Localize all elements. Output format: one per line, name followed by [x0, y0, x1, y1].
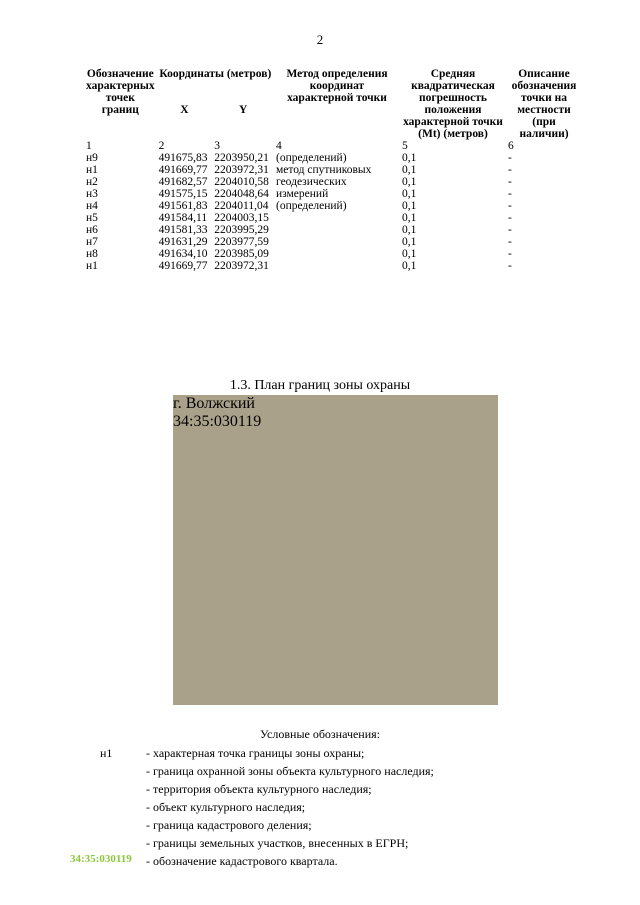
coord-x: 491675,83: [158, 152, 208, 164]
error: 0,1: [402, 224, 417, 236]
point-name: н1: [86, 164, 98, 176]
colnum-6: 6: [508, 140, 514, 152]
point-name: н1: [86, 260, 98, 272]
colnum-1: 1: [86, 140, 92, 152]
description: -: [508, 236, 512, 248]
coord-y: 2204048,64: [214, 188, 269, 200]
coord-x: 491581,33: [158, 224, 208, 236]
colnum-4: 4: [276, 140, 282, 152]
description: -: [508, 152, 512, 164]
coord-x: 491682,57: [158, 176, 208, 188]
legend-text-object: - объект культурного наследия;: [146, 800, 306, 814]
legend-text-territory: - территория объекта культурного наследия;: [146, 782, 372, 796]
legend-text-point: - характерная точка границы зоны охраны;: [146, 746, 365, 760]
page-number: 2: [316, 32, 324, 47]
table-row: [84, 152, 582, 164]
table-row: [84, 164, 582, 176]
legend-title: Условные обозначения:: [259, 727, 381, 741]
coord-x: 491634,10: [158, 248, 208, 260]
coord-x: 491575,15: [158, 188, 208, 200]
point-name: н6: [86, 224, 98, 236]
legend-text-zone: - граница охранной зоны объекта культурного наследия;: [146, 764, 434, 778]
coord-x: 491631,29: [158, 236, 208, 248]
description: -: [508, 188, 512, 200]
map-city-label: г. Волжский: [173, 395, 255, 412]
coordinates-table: [84, 68, 582, 272]
section-title: 1.3. План границ зоны охраны: [229, 378, 411, 393]
description: -: [508, 176, 512, 188]
description: -: [508, 224, 512, 236]
description: -: [508, 248, 512, 260]
header-description: Описание обозначения точки на местности (при наличии): [511, 68, 577, 140]
legend-text-cadastral: - граница кадастрового деления;: [146, 818, 312, 832]
error: 0,1: [402, 164, 417, 176]
coord-y: 2203977,59: [214, 236, 269, 248]
point-name: н8: [86, 248, 98, 260]
legend-text-egrn: - границы земельных участков, внесенных в ЕГРН;: [146, 836, 409, 850]
colnum-5: 5: [402, 140, 408, 152]
coord-y: 2203972,31: [214, 260, 269, 272]
point-name: н7: [86, 236, 98, 248]
error: 0,1: [402, 260, 417, 272]
coord-x: 491669,77: [158, 260, 208, 272]
coord-y: 2204011,04: [214, 200, 269, 212]
legend-point-label: н1: [100, 746, 113, 760]
description: -: [508, 164, 512, 176]
error: 0,1: [402, 248, 417, 260]
point-name: н9: [86, 152, 98, 164]
coord-x: 491584,11: [158, 212, 208, 224]
point-name: н4: [86, 200, 98, 212]
point-name: н2: [86, 176, 98, 188]
header-method: Метод определения координат характерной точки: [286, 68, 388, 104]
legend-quarter-code: 34:35:030119: [70, 853, 132, 865]
coord-y: 2204003,15: [214, 212, 269, 224]
error: 0,1: [402, 212, 417, 224]
method: (определений): [276, 152, 347, 164]
error: 0,1: [402, 236, 417, 248]
coord-y: 2203950,21: [214, 152, 269, 164]
error: 0,1: [402, 152, 417, 164]
description: -: [508, 260, 512, 272]
header-error: Средняя квадратическая погрешность положения характерной точки (Mt) (метров): [403, 68, 503, 140]
coord-x: 491669,77: [158, 164, 208, 176]
header-x: X: [180, 104, 189, 116]
error: 0,1: [402, 188, 417, 200]
header-coordinates: Координаты (метров): [159, 68, 272, 80]
coord-y: 2203972,31: [214, 164, 269, 176]
point-name: н5: [86, 212, 98, 224]
colnum-3: 3: [214, 140, 221, 152]
legend-text-quarter: - обозначение кадастрового квартала.: [146, 854, 338, 868]
aerial-map: [173, 395, 498, 705]
map-quarter-label: 34:35:030119: [173, 413, 262, 430]
coord-x: 491561,83: [158, 200, 208, 212]
description: -: [508, 212, 512, 224]
header-point-names: Обозначение характерных точек границ: [86, 68, 155, 116]
colnum-2: 2: [158, 140, 165, 152]
coord-y: 2203985,09: [214, 248, 269, 260]
description: -: [508, 200, 512, 212]
error: 0,1: [402, 176, 417, 188]
error: 0,1: [402, 200, 417, 212]
point-name: н3: [86, 188, 98, 200]
coord-y: 2204010,58: [214, 176, 269, 188]
header-y: Y: [238, 104, 248, 116]
method-merged: метод спутниковых геодезических измерений (определений): [276, 164, 372, 212]
coord-y: 2203995,29: [214, 224, 269, 236]
